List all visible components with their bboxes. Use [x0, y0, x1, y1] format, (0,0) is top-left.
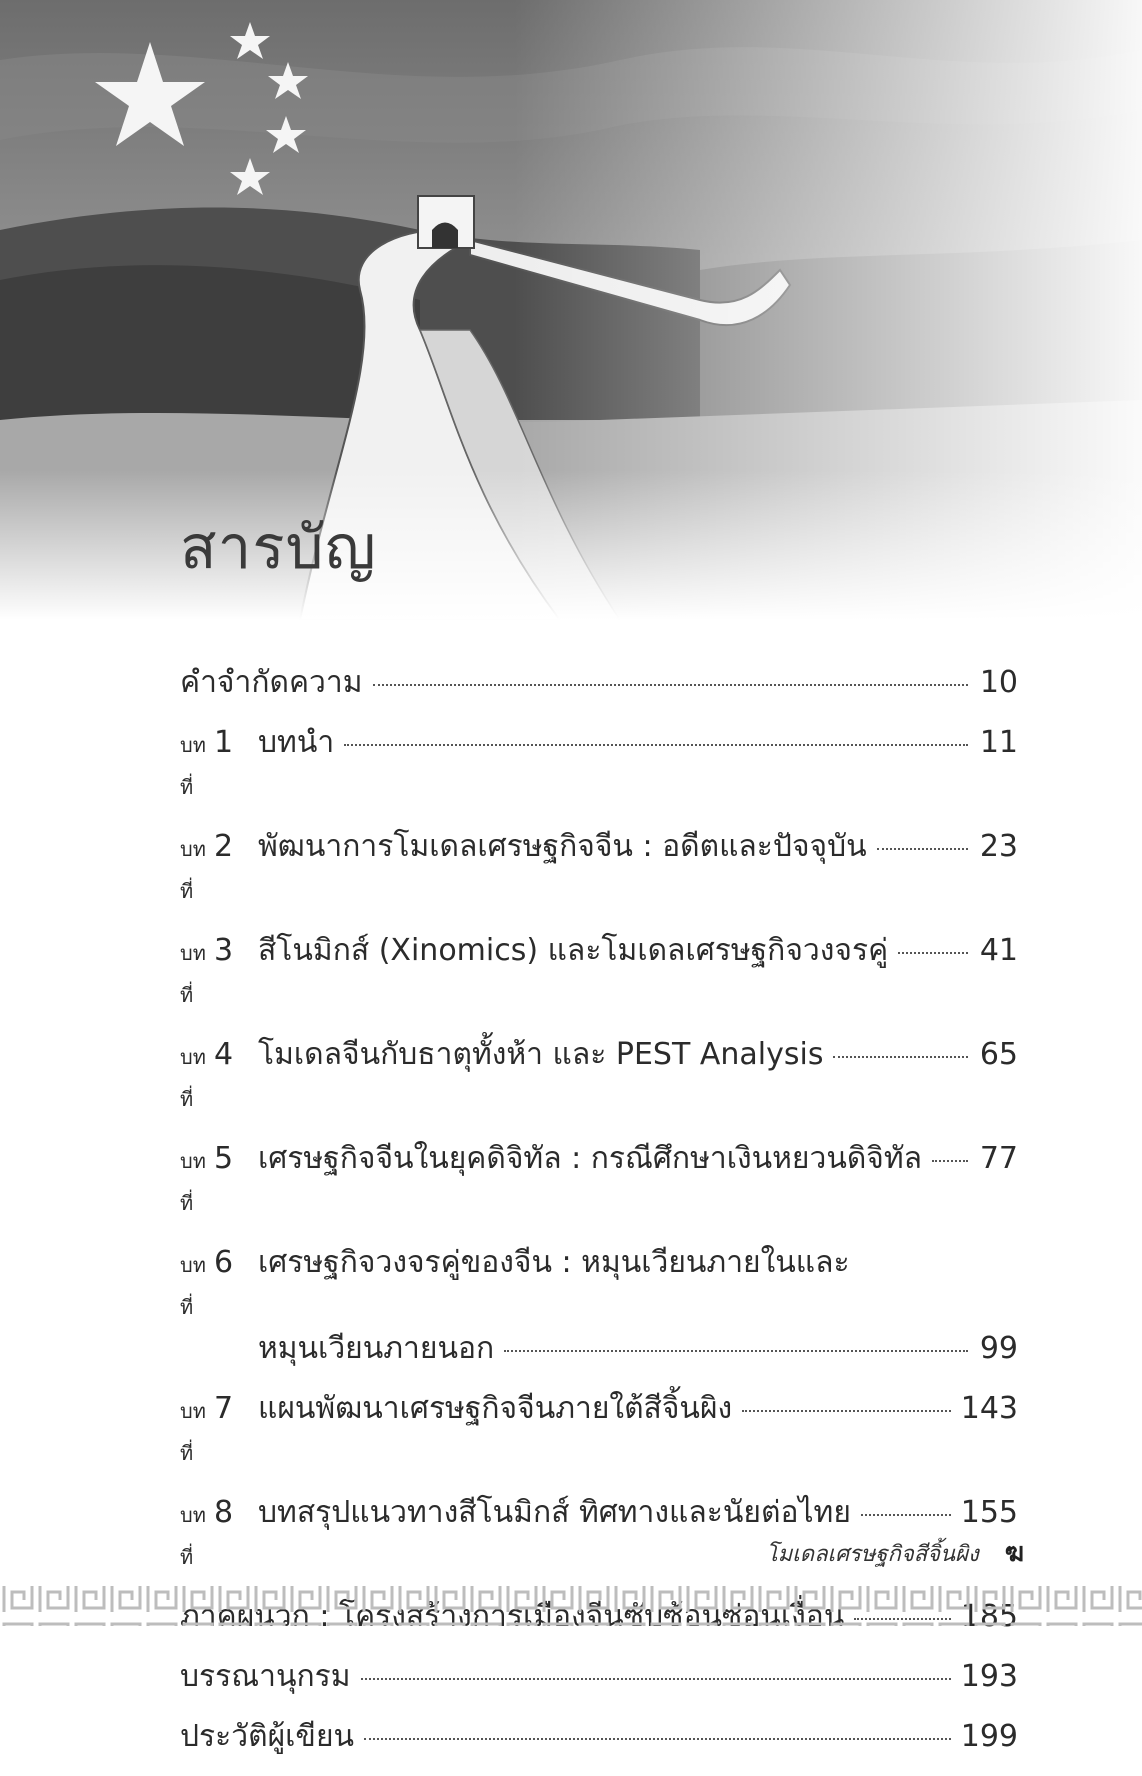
chapter-prefix: บทที่ — [180, 941, 206, 1007]
chapter-prefix: บทที่ — [180, 1503, 206, 1569]
dot-leader — [364, 1738, 951, 1740]
entry-page: 155 — [960, 1495, 1018, 1530]
toc-entry[interactable] — [180, 1138, 1018, 1224]
entry-page: 23 — [979, 829, 1018, 864]
toc-entry[interactable] — [180, 662, 1018, 704]
dot-leader — [373, 684, 968, 686]
entry-page: 77 — [979, 1141, 1018, 1176]
entry-title: พัฒนาการโมเดลเศรษฐกิจจีน : อดีตและปัจจุบัน — [258, 829, 867, 864]
toc-entry[interactable] — [180, 1242, 1018, 1328]
chapter-prefix: บทที่ — [180, 733, 206, 799]
footer-page-number: ฆ — [1004, 1538, 1024, 1568]
dot-leader — [504, 1350, 968, 1352]
chapter-prefix: บทที่ — [180, 1045, 206, 1111]
chapter-number: 2 — [214, 829, 234, 864]
chapter-prefix: บทที่ — [180, 1399, 206, 1465]
entry-title: โมเดลจีนกับธาตุทั้งห้า และ PEST Analysis — [258, 1037, 824, 1072]
dot-leader — [361, 1678, 951, 1680]
dot-leader — [833, 1056, 968, 1058]
chapter-prefix: บทที่ — [180, 1253, 206, 1319]
page-title: สารบัญ — [180, 513, 377, 583]
chapter-prefix: บทที่ — [180, 1149, 206, 1215]
dot-leader — [877, 848, 968, 850]
entry-title: คำจำกัดความ — [180, 665, 363, 700]
entry-page: 65 — [979, 1037, 1018, 1072]
banner-illustration — [0, 0, 1142, 620]
chapter-number: 1 — [214, 725, 234, 760]
entry-title: แผนพัฒนาเศรษฐกิจจีนภายใต้สีจิ้นผิง — [258, 1391, 733, 1426]
entry-page: 199 — [960, 1719, 1018, 1754]
toc-entry[interactable] — [180, 722, 1018, 808]
dot-leader — [344, 744, 968, 746]
entry-title: เศรษฐกิจจีนในยุคดิจิทัล : กรณีศึกษาเงินหยวนดิจิทัล — [258, 1141, 923, 1176]
toc-entry[interactable] — [180, 1034, 1018, 1120]
entry-page: 41 — [979, 933, 1018, 968]
toc-entry-continuation[interactable] — [180, 1328, 1018, 1370]
entry-title: บทสรุปแนวทางสีโนมิกส์ ทิศทางและนัยต่อไทย — [258, 1495, 851, 1530]
toc-entry[interactable] — [180, 1716, 1018, 1758]
entry-page: 193 — [960, 1659, 1018, 1694]
entry-title: เศรษฐกิจวงจรคู่ของจีน : หมุนเวียนภายในและ — [258, 1245, 850, 1280]
entry-page: 10 — [979, 665, 1018, 700]
chapter-number: 4 — [214, 1037, 234, 1072]
chapter-number: 3 — [214, 933, 234, 968]
entry-page: 11 — [979, 725, 1018, 760]
entry-title: สีโนมิกส์ (Xinomics) และโมเดลเศรษฐกิจวงจรคู่ — [258, 933, 889, 968]
dot-leader — [742, 1410, 951, 1412]
chapter-number: 8 — [214, 1495, 234, 1530]
entry-title: บทนำ — [258, 725, 335, 760]
entry-title: บรรณานุกรม — [180, 1659, 351, 1694]
toc-entry[interactable] — [180, 930, 1018, 1016]
decorative-border — [0, 1578, 1142, 1654]
chapter-prefix: บทที่ — [180, 837, 206, 903]
footer-book-title: โมเดลเศรษฐกิจสีจิ้นผิง — [765, 1542, 979, 1567]
entry-title: ประวัติผู้เขียน — [180, 1719, 355, 1754]
dot-leader — [861, 1514, 951, 1516]
toc-entry[interactable] — [180, 826, 1018, 912]
page-footer — [766, 1532, 1024, 1573]
chapter-number: 6 — [214, 1245, 234, 1280]
entry-page: 143 — [960, 1391, 1018, 1426]
dot-leader — [898, 952, 968, 954]
entry-page: 99 — [979, 1331, 1018, 1366]
entry-title: หมุนเวียนภายนอก — [258, 1331, 495, 1366]
toc-entry[interactable] — [180, 1656, 1018, 1698]
toc-entry[interactable] — [180, 1388, 1018, 1474]
chapter-number: 7 — [214, 1391, 234, 1426]
dot-leader — [932, 1160, 968, 1162]
chapter-number: 5 — [214, 1141, 234, 1176]
